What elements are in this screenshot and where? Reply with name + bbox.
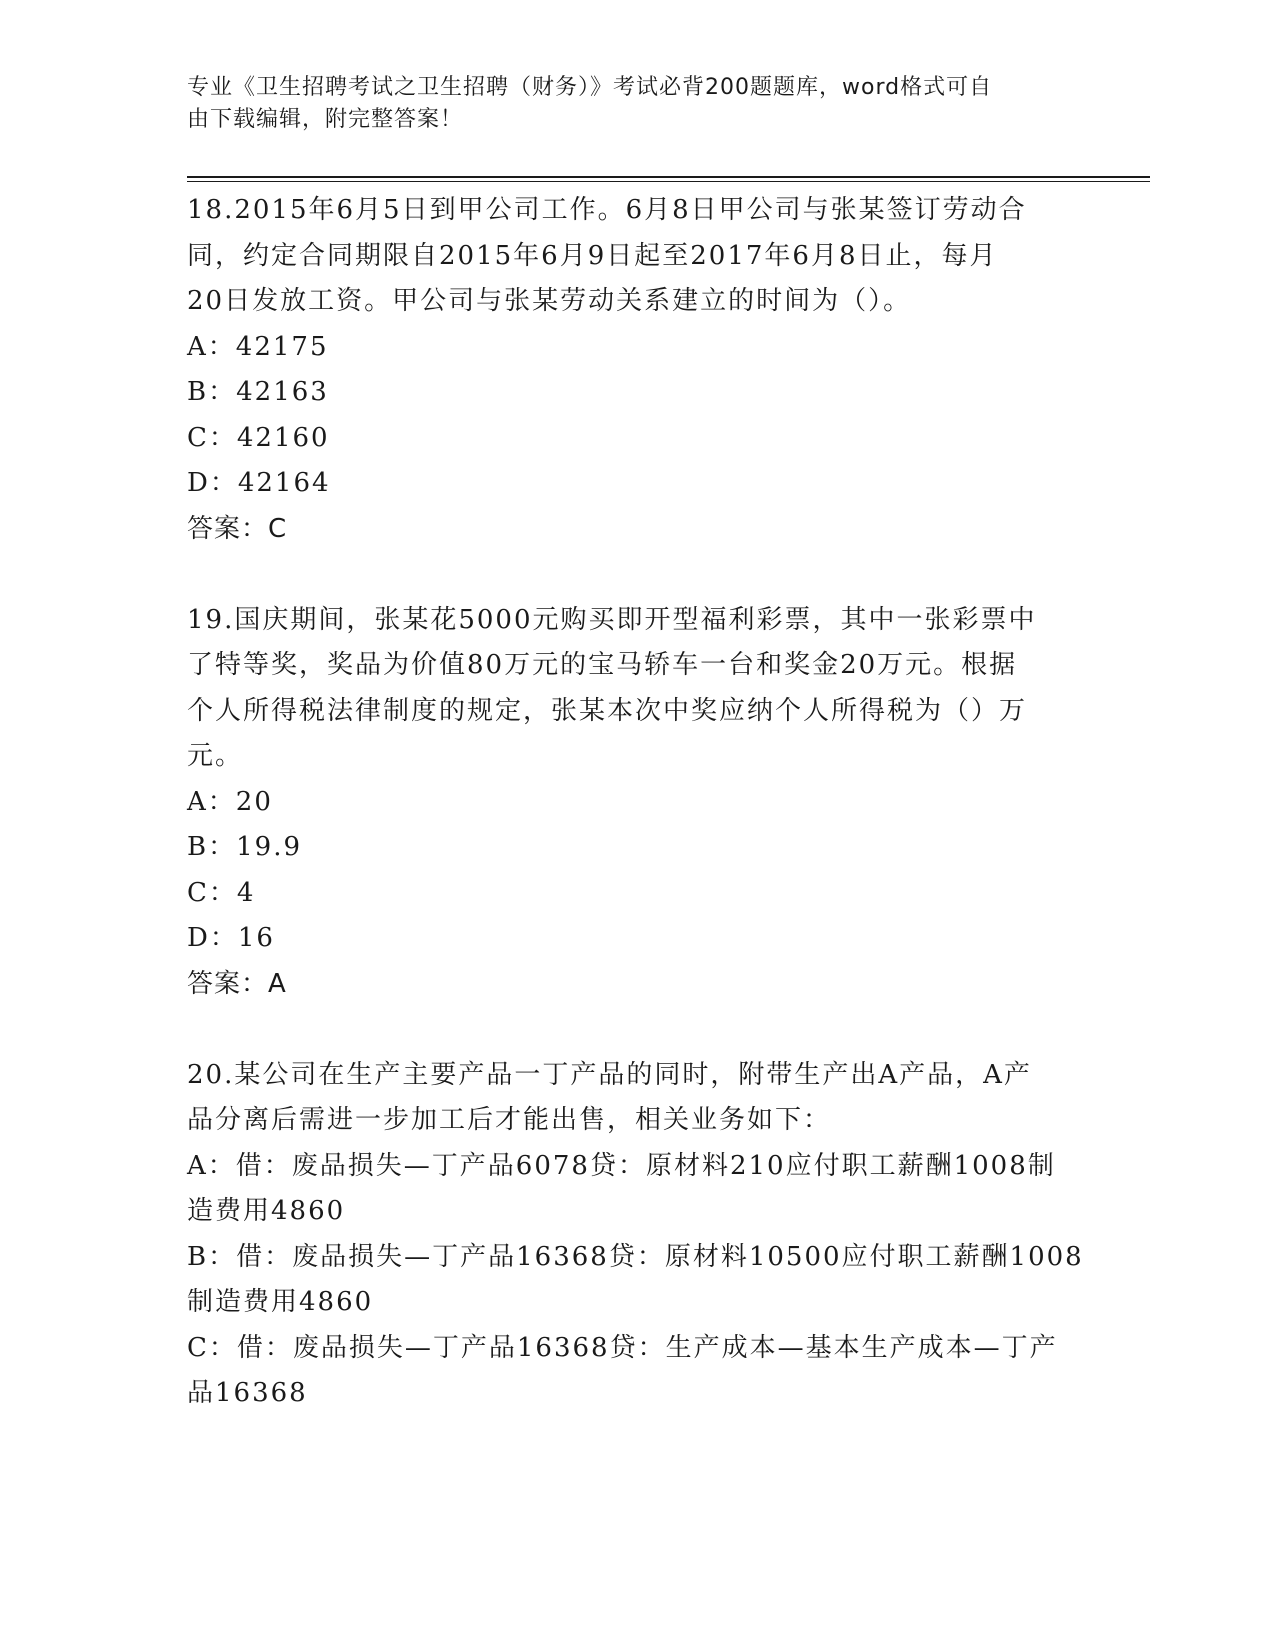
option-b-continued: 制造费用4860	[187, 1287, 374, 1317]
header-divider-thin	[187, 181, 1150, 182]
option-a: A：借：废品损失—丁产品6078贷：原材料210应付职工薪酬1008制	[187, 1150, 1056, 1181]
question-text-line: 品分离后需进一步加工后才能出售，相关业务如下：	[187, 1105, 832, 1135]
answer-line: 答案：C	[187, 513, 288, 544]
option-d: D：42164	[187, 468, 331, 498]
option-b: B：19.9	[187, 832, 302, 862]
question-spacer	[187, 1007, 1087, 1053]
question-19	[187, 598, 1087, 1008]
option-b: B：借：废品损失—丁产品16368贷：原材料10500应付职工薪酬1008	[187, 1241, 1084, 1272]
question-text-line: 同，约定合同期限自2015年6月9日起至2017年6月8日止，每月	[187, 240, 998, 271]
option-c-continued: 品16368	[187, 1378, 308, 1408]
option-a: A：20	[187, 786, 273, 817]
question-text-line: 个人所得税法律制度的规定，张某本次中奖应纳个人所得税为（）万	[187, 695, 1028, 726]
option-a: A：42175	[187, 331, 329, 362]
question-text-line: 18.2015年6月5日到甲公司工作。6月8日甲公司与张某签订劳动合	[187, 195, 1027, 225]
question-list	[187, 188, 1087, 1417]
option-a-continued: 造费用4860	[187, 1196, 346, 1226]
option-c: C：借：废品损失—丁产品16368贷：生产成本—基本生产成本—丁产	[187, 1332, 1058, 1363]
option-c: C：42160	[187, 422, 330, 453]
header-line-1: 专业《卫生招聘考试之卫生招聘（财务）》考试必背200题题库，word格式可自	[187, 75, 993, 100]
question-20	[187, 1053, 1087, 1417]
question-text-line: 19.国庆期间，张某花5000元购买即开型福利彩票，其中一张彩票中	[187, 604, 1037, 635]
answer-line: 答案：A	[187, 968, 287, 999]
header-line-2: 由下载编辑，附完整答案！	[187, 107, 464, 132]
header-divider-thick	[187, 176, 1150, 178]
question-spacer	[187, 552, 1087, 598]
option-b: B：42163	[187, 377, 329, 407]
question-text-line: 20日发放工资。甲公司与张某劳动关系建立的时间为（）。	[187, 286, 912, 316]
option-d: D：16	[187, 923, 275, 953]
document-header	[187, 72, 1067, 136]
question-18	[187, 188, 1087, 552]
question-text-line: 20.某公司在生产主要产品一丁产品的同时，附带生产出A产品，A产	[187, 1059, 1032, 1090]
question-text-line: 了特等奖，奖品为价值80万元的宝马轿车一台和奖金20万元。根据	[187, 650, 1018, 680]
question-text-line: 元。	[187, 741, 244, 771]
option-c: C：4	[187, 877, 256, 908]
